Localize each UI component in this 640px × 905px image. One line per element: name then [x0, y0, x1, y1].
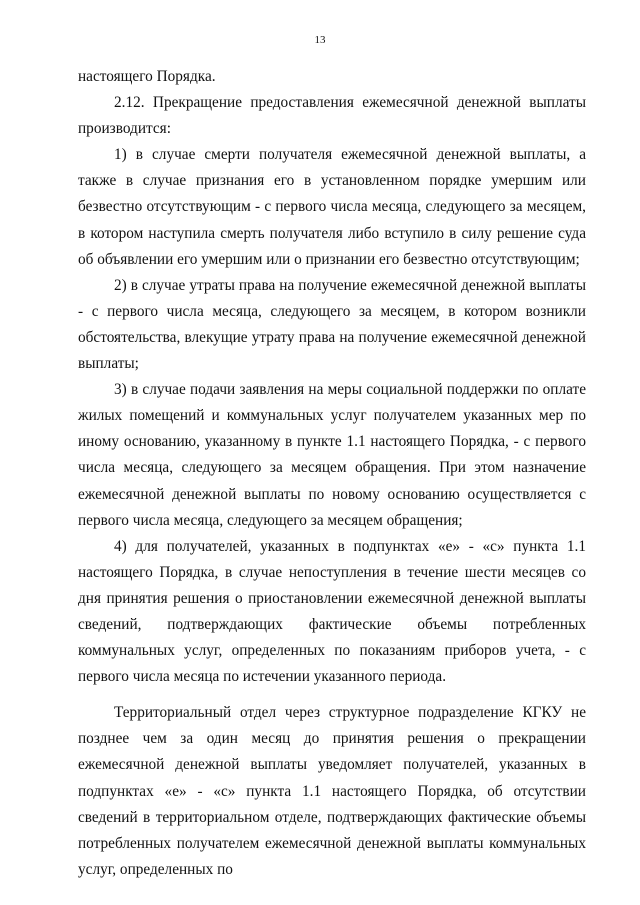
paragraph-section-2-12: 2.12. Прекращение предоставления ежемесячной денежной выплаты производится:: [78, 94, 586, 138]
paragraph-item-2: 2) в случае утраты права на получение ежемесячной денежной выплаты - с первого числа месяца, следующего за месяцем, в котором возникли обстоятельства, влекущие утрату права на получение ежемесячной денежной выплаты;: [78, 276, 586, 373]
paragraph-item-3: 3) в случае подачи заявления на меры социальной поддержки по оплате жилых помещений и коммунальных услуг получателем указанных мер по иному основанию, указанному в пункте 1.1 настоящего Порядка, - с первого числа месяца, следующего за месяцем обращения. При этом назначение ежемесячной денежной выплаты по новому основанию осуществляется с первого числа месяца, следующего за месяцем обращения;: [78, 381, 586, 529]
paragraph-continuation: настоящего Порядка.: [78, 68, 216, 85]
paragraph-item-1: 1) в случае смерти получателя ежемесячной денежной выплаты, а также в случае признания его в установленном порядке умершим или безвестно отсутствующим - с первого числа месяца, следующего за месяцем, в котором наступила смерть получателя либо вступило в силу решение суда об объявлении его умершим или о признании его безвестно отсутствующим;: [78, 146, 586, 268]
page-number: 13: [314, 34, 326, 46]
document-body: [78, 64, 586, 883]
paragraph-notification: Территориальный отдел через структурное подразделение КГКУ не позднее чем за один месяц до принятия решения о прекращении ежемесячной денежной выплаты уведомляет получателей, указанных в подпунктах «е» - «с» пункта 1.1 настоящего Порядка, об отсутствии сведений в территориальном отделе, подтверждающих фактические объемы потребленных получателем ежемесячной денежной выплаты коммунальных услуг, определенных по: [78, 704, 586, 878]
paragraph-item-4: 4) для получателей, указанных в подпунктах «е» - «с» пункта 1.1 настоящего Порядка, в случае непоступления в течение шести месяцев со дня принятия решения о приостановлении ежемесячной денежной выплаты сведений, подтверждающих фактические объемы потребленных коммунальных услуг, определенных по показаниям приборов учета, - с первого числа месяца по истечении указанного периода.: [78, 537, 586, 686]
